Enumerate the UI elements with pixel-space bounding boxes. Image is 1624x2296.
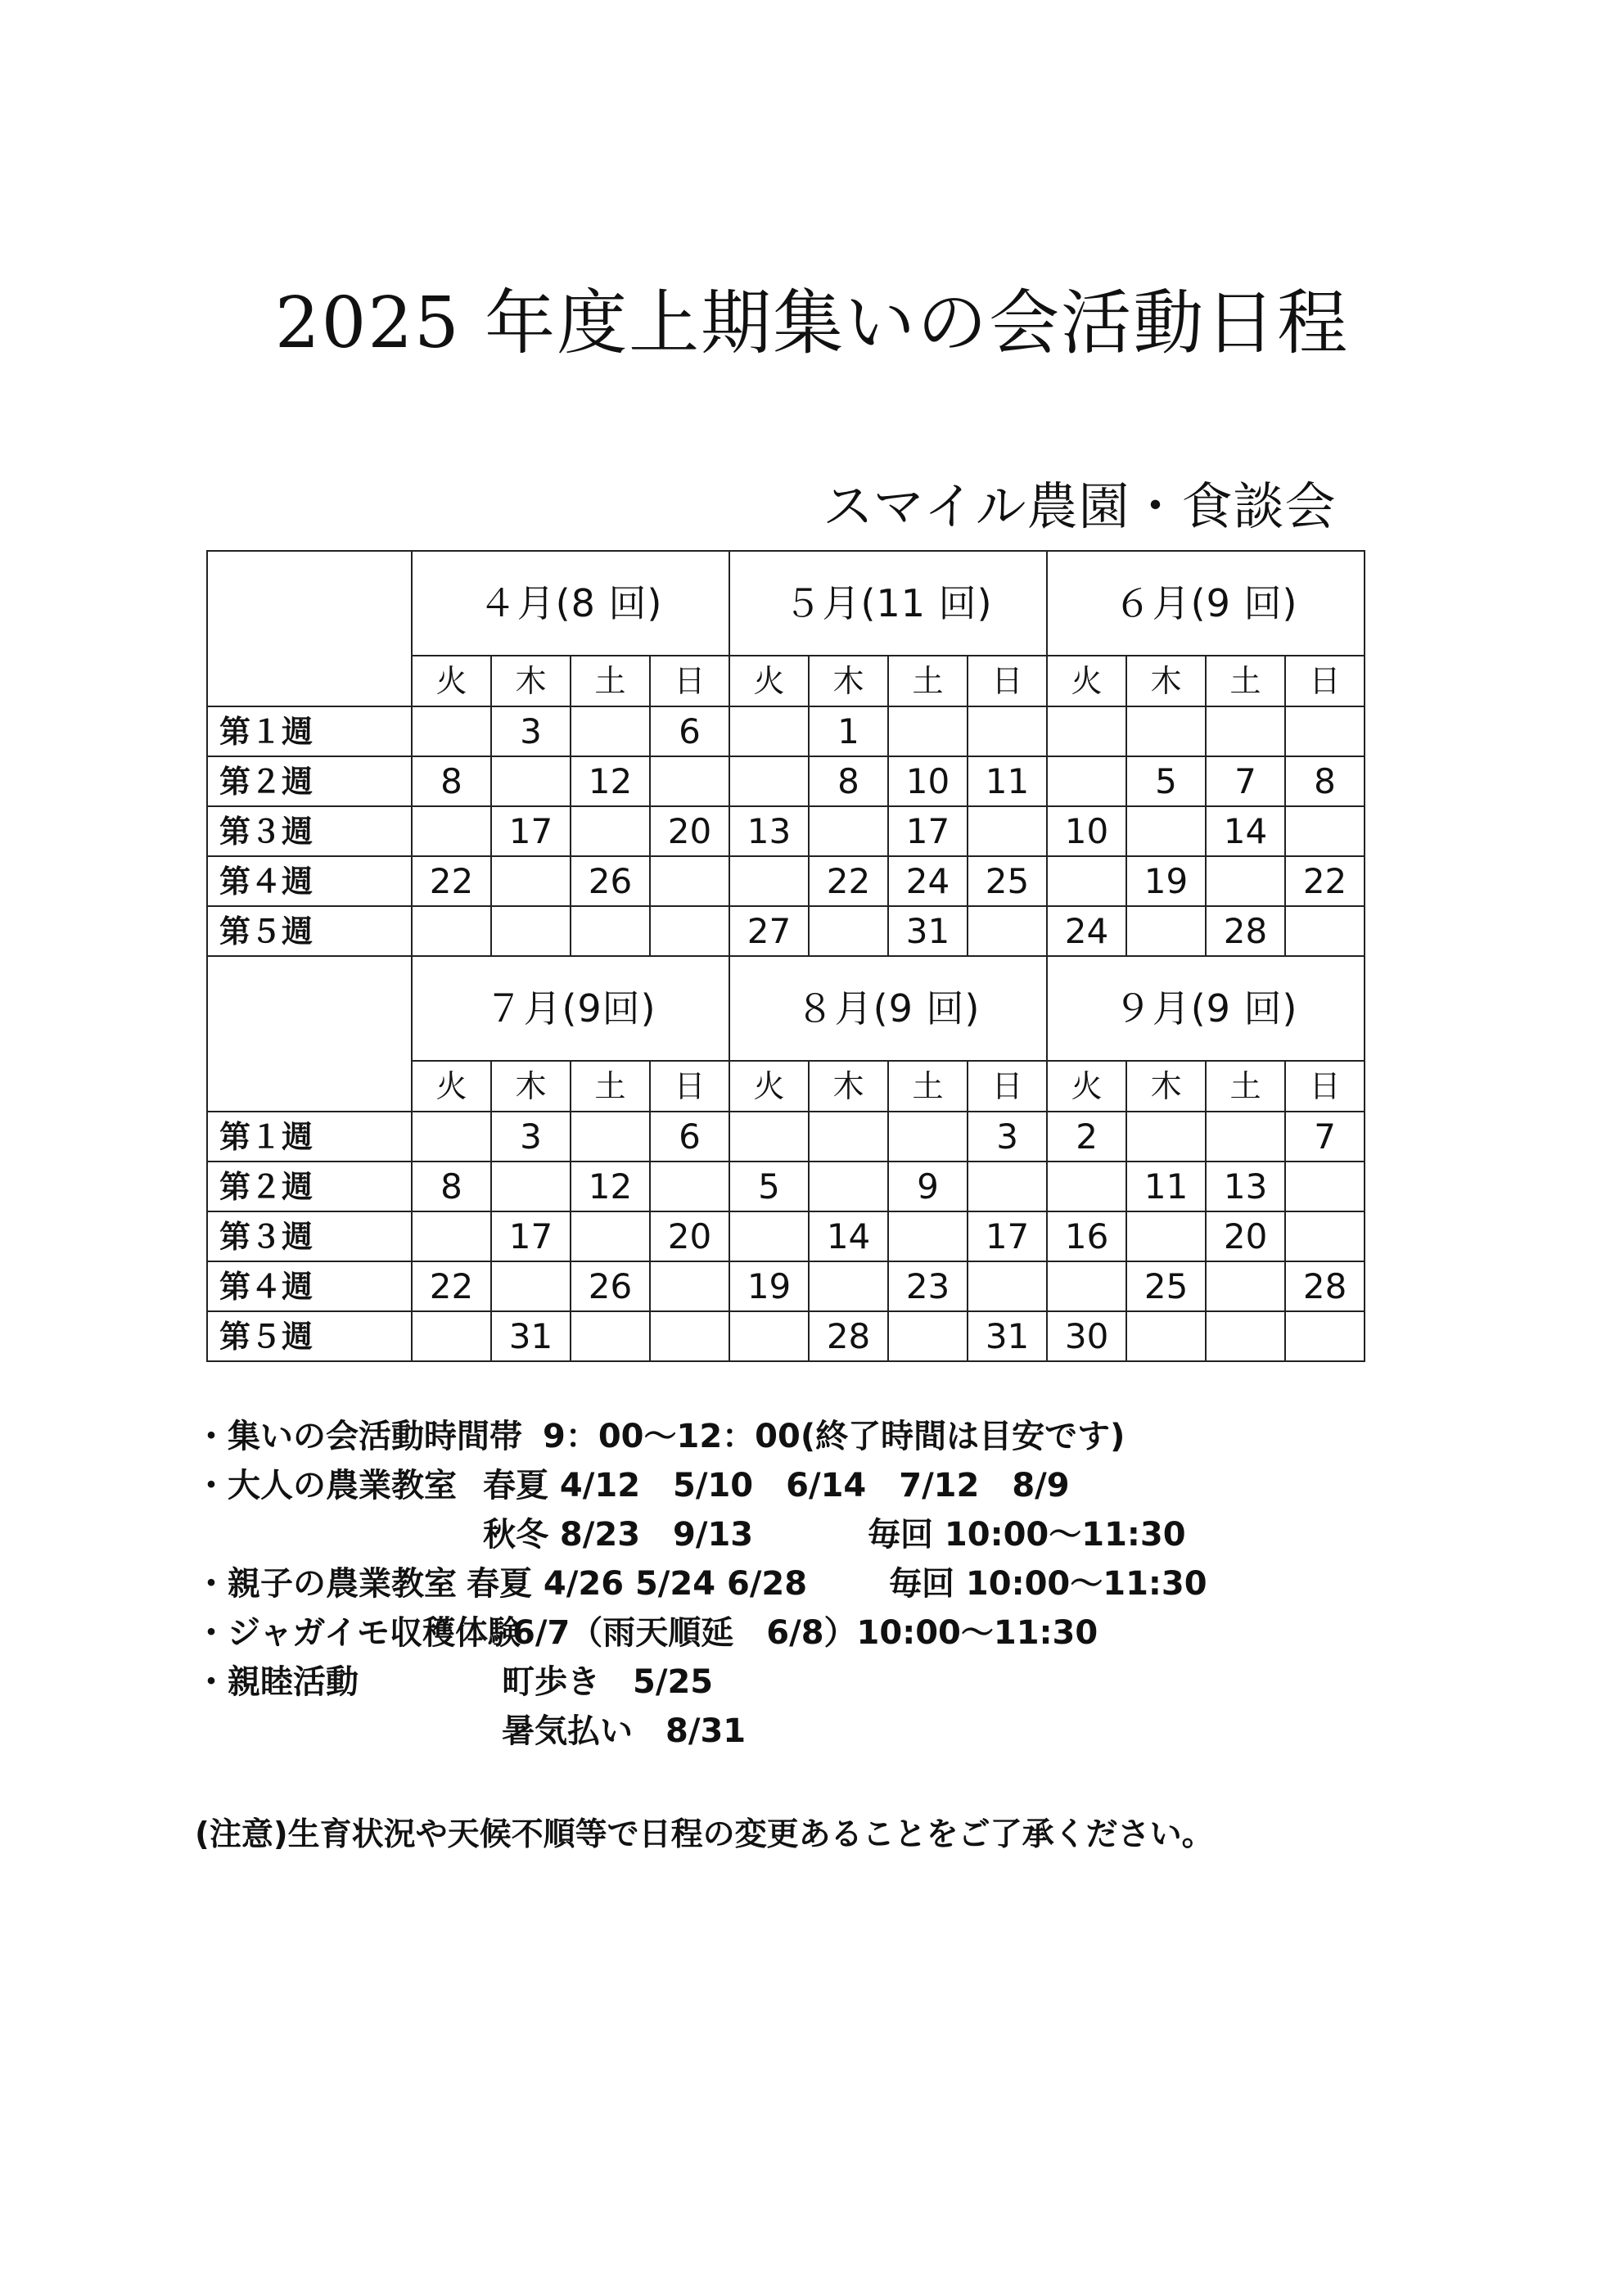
date-cell: 3 [491, 1112, 571, 1162]
schedule-table-apr-jun [206, 550, 1365, 957]
date-cell: 28 [809, 1311, 888, 1361]
note-label: ・親睦活動 [195, 1663, 359, 1701]
date-cell: 8 [1285, 756, 1365, 806]
date-cell [412, 906, 491, 956]
date-cell: 19 [729, 1261, 809, 1311]
date-cell [1047, 1162, 1126, 1211]
month-header: ９月(9 回) [1047, 956, 1365, 1061]
day-of-week-header: 土 [1206, 1061, 1285, 1112]
date-cell [650, 1261, 729, 1311]
day-of-week-header: 日 [1285, 1061, 1365, 1112]
week-label: 第２週 [207, 1162, 412, 1211]
week-label: 第１週 [207, 706, 412, 756]
date-cell: 24 [1047, 906, 1126, 956]
date-cell [888, 706, 968, 756]
note-label: ・親子の農業教室 [195, 1565, 457, 1603]
date-cell: 11 [968, 756, 1047, 806]
day-of-week-header: 木 [1126, 1061, 1206, 1112]
date-cell [1126, 1211, 1206, 1261]
date-cell: 5 [1126, 756, 1206, 806]
day-of-week-header: 火 [412, 1061, 491, 1112]
date-cell: 3 [968, 1112, 1047, 1162]
date-cell [1206, 706, 1285, 756]
date-cell [491, 1162, 571, 1211]
date-cell [571, 706, 650, 756]
date-cell: 30 [1047, 1311, 1126, 1361]
date-cell [1047, 1261, 1126, 1311]
day-of-week-header: 土 [888, 656, 968, 706]
organization-name: スマイル農園・食談会 [823, 476, 1337, 536]
date-cell [1047, 856, 1126, 906]
month-header: ４月(8 回) [412, 551, 729, 656]
date-cell [1126, 1311, 1206, 1361]
date-cell: 20 [650, 1211, 729, 1261]
month-header: ８月(9 回) [729, 956, 1047, 1061]
date-cell: 31 [968, 1311, 1047, 1361]
date-cell [1285, 806, 1365, 856]
date-cell: 12 [571, 756, 650, 806]
date-cell [729, 856, 809, 906]
date-cell: 27 [729, 906, 809, 956]
date-cell: 17 [968, 1211, 1047, 1261]
date-cell [1126, 806, 1206, 856]
day-of-week-header: 日 [1285, 656, 1365, 706]
date-cell [412, 1311, 491, 1361]
schedule-table-jul-sep [206, 955, 1365, 1362]
date-cell [1047, 706, 1126, 756]
date-cell [650, 856, 729, 906]
table-row [207, 706, 1365, 756]
date-cell [888, 1211, 968, 1261]
date-cell: 17 [491, 806, 571, 856]
note-value: 暑気払い 8/31 [502, 1712, 747, 1750]
day-of-week-header: 火 [1047, 1061, 1126, 1112]
week-label: 第４週 [207, 856, 412, 906]
note-value: 6/7（雨天順延 6/8）10:00～11:30 [512, 1614, 1098, 1652]
note-value: 毎回 10:00～11:30 [868, 1516, 1186, 1554]
note-value: 9：00～12：00(終了時間は目安です) [543, 1418, 1126, 1455]
date-cell: 31 [491, 1311, 571, 1361]
date-cell [729, 756, 809, 806]
date-cell [571, 1311, 650, 1361]
week-label: 第５週 [207, 906, 412, 956]
date-cell [968, 1162, 1047, 1211]
date-cell [1047, 756, 1126, 806]
date-cell [968, 806, 1047, 856]
date-cell: 17 [888, 806, 968, 856]
date-cell [888, 1112, 968, 1162]
date-cell: 11 [1126, 1162, 1206, 1211]
date-cell: 24 [888, 856, 968, 906]
table-row [207, 1261, 1365, 1311]
month-header: ７月(9回) [412, 956, 729, 1061]
date-cell [491, 1261, 571, 1311]
date-cell [809, 806, 888, 856]
date-cell: 7 [1285, 1112, 1365, 1162]
table-row [207, 1162, 1365, 1211]
day-of-week-header: 土 [888, 1061, 968, 1112]
date-cell [968, 906, 1047, 956]
day-of-week-header: 土 [571, 656, 650, 706]
day-of-week-header: 土 [1206, 656, 1285, 706]
date-cell: 3 [491, 706, 571, 756]
date-cell: 22 [1285, 856, 1365, 906]
date-cell: 10 [888, 756, 968, 806]
corner-cell [207, 551, 412, 706]
date-cell [650, 906, 729, 956]
note-value: 春夏 4/12 5/10 6/14 7/12 8/9 [483, 1467, 1070, 1504]
date-cell [1285, 1162, 1365, 1211]
date-cell [809, 1162, 888, 1211]
date-cell: 12 [571, 1162, 650, 1211]
date-cell [809, 1112, 888, 1162]
day-of-week-header: 土 [571, 1061, 650, 1112]
caution-note: (注意)生育状況や天候不順等で日程の変更あることをご了承ください。 [195, 1816, 1214, 1853]
date-cell: 9 [888, 1162, 968, 1211]
date-cell [1126, 906, 1206, 956]
table-row [207, 806, 1365, 856]
date-cell [650, 1311, 729, 1361]
date-cell: 13 [729, 806, 809, 856]
date-cell [491, 756, 571, 806]
date-cell: 25 [1126, 1261, 1206, 1311]
table-row [207, 756, 1365, 806]
date-cell [491, 856, 571, 906]
day-of-week-header: 日 [968, 656, 1047, 706]
month-header: ６月(9 回) [1047, 551, 1365, 656]
date-cell [571, 1112, 650, 1162]
table-row [207, 906, 1365, 956]
date-cell [491, 906, 571, 956]
date-cell [1206, 1112, 1285, 1162]
date-cell: 26 [571, 1261, 650, 1311]
day-of-week-header: 木 [491, 1061, 571, 1112]
date-cell [1206, 1261, 1285, 1311]
date-cell: 20 [650, 806, 729, 856]
date-cell [571, 806, 650, 856]
date-cell [1126, 706, 1206, 756]
page-title: 2025 年度上期集いの会活動日程 [274, 282, 1350, 364]
date-cell [1285, 706, 1365, 756]
day-of-week-header: 木 [809, 656, 888, 706]
date-cell [412, 706, 491, 756]
date-cell: 16 [1047, 1211, 1126, 1261]
date-cell: 6 [650, 1112, 729, 1162]
day-of-week-header: 木 [1126, 656, 1206, 706]
week-label: 第３週 [207, 1211, 412, 1261]
note-value: 町歩き 5/25 [502, 1663, 714, 1701]
date-cell: 23 [888, 1261, 968, 1311]
day-of-week-header: 日 [968, 1061, 1047, 1112]
date-cell: 8 [809, 756, 888, 806]
table-row [207, 1112, 1365, 1162]
day-of-week-header: 木 [809, 1061, 888, 1112]
date-cell [1206, 1311, 1285, 1361]
date-cell [888, 1311, 968, 1361]
date-cell: 28 [1285, 1261, 1365, 1311]
date-cell [1285, 1211, 1365, 1261]
date-cell: 7 [1206, 756, 1285, 806]
date-cell: 19 [1126, 856, 1206, 906]
date-cell [571, 906, 650, 956]
date-cell: 10 [1047, 806, 1126, 856]
date-cell [729, 1112, 809, 1162]
date-cell: 22 [412, 856, 491, 906]
date-cell [968, 1261, 1047, 1311]
table-row [207, 856, 1365, 906]
note-label: ・大人の農業教室 [195, 1467, 457, 1504]
date-cell: 20 [1206, 1211, 1285, 1261]
note-value: 秋冬 8/23 9/13 [483, 1516, 754, 1554]
date-cell: 5 [729, 1162, 809, 1211]
date-cell: 2 [1047, 1112, 1126, 1162]
date-cell [650, 756, 729, 806]
date-cell [1206, 856, 1285, 906]
date-cell [1285, 906, 1365, 956]
day-of-week-header: 日 [650, 1061, 729, 1112]
date-cell [1285, 1311, 1365, 1361]
date-cell: 14 [809, 1211, 888, 1261]
month-header: ５月(11 回) [729, 551, 1047, 656]
date-cell: 25 [968, 856, 1047, 906]
note-value: 春夏 4/26 5/24 6/28 [467, 1565, 808, 1603]
date-cell [809, 1261, 888, 1311]
date-cell [729, 1311, 809, 1361]
day-of-week-header: 火 [412, 656, 491, 706]
day-of-week-header: 火 [1047, 656, 1126, 706]
date-cell: 22 [809, 856, 888, 906]
date-cell: 31 [888, 906, 968, 956]
week-label: 第１週 [207, 1112, 412, 1162]
date-cell: 26 [571, 856, 650, 906]
corner-cell [207, 956, 412, 1112]
date-cell [571, 1211, 650, 1261]
note-label: ・集いの会活動時間帯 [195, 1418, 522, 1455]
date-cell: 1 [809, 706, 888, 756]
date-cell: 8 [412, 1162, 491, 1211]
note-label: ・ジャガイモ収穫体験 [195, 1614, 521, 1652]
date-cell: 13 [1206, 1162, 1285, 1211]
date-cell: 14 [1206, 806, 1285, 856]
note-value: 毎回 10:00～11:30 [889, 1565, 1207, 1603]
date-cell [412, 806, 491, 856]
date-cell: 28 [1206, 906, 1285, 956]
day-of-week-header: 日 [650, 656, 729, 706]
date-cell [968, 706, 1047, 756]
day-of-week-header: 木 [491, 656, 571, 706]
table-row [207, 1211, 1365, 1261]
week-label: 第４週 [207, 1261, 412, 1311]
date-cell [809, 906, 888, 956]
date-cell [650, 1162, 729, 1211]
date-cell: 22 [412, 1261, 491, 1311]
date-cell: 8 [412, 756, 491, 806]
table-row [207, 1311, 1365, 1361]
date-cell [412, 1211, 491, 1261]
day-of-week-header: 火 [729, 1061, 809, 1112]
week-label: 第３週 [207, 806, 412, 856]
date-cell [729, 1211, 809, 1261]
date-cell [1126, 1112, 1206, 1162]
week-label: 第２週 [207, 756, 412, 806]
day-of-week-header: 火 [729, 656, 809, 706]
date-cell [729, 706, 809, 756]
date-cell [412, 1112, 491, 1162]
date-cell: 6 [650, 706, 729, 756]
date-cell: 17 [491, 1211, 571, 1261]
week-label: 第５週 [207, 1311, 412, 1361]
